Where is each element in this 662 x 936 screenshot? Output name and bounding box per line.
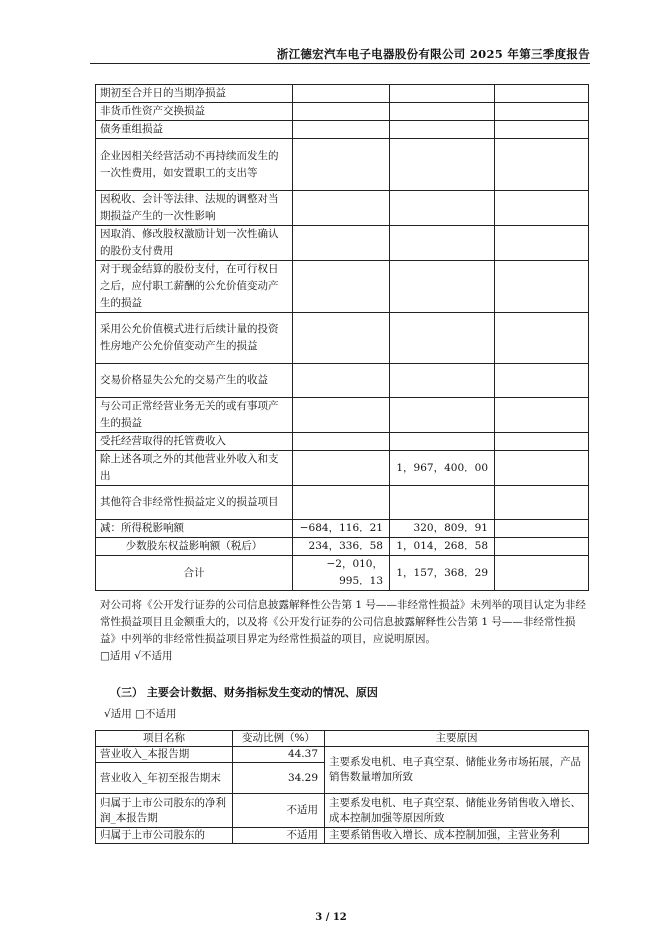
value-ytd [390,139,495,191]
main-reason: 主要系发电机、电子真空泵、储能业务市场拓展，产品销售数量增加所致 [325,747,589,794]
item-name: 营业收入_年初至报告期末 [96,763,233,794]
value-ytd: 1，157，368．29 [390,556,495,591]
section-applicability: √适用 □不适用 [104,708,177,720]
table-row [96,398,589,433]
row-label: 交易价格显失公允的交易产生的收益 [96,364,293,398]
row-label: 少数股东权益影响额（税后） [96,538,293,556]
value-current [293,139,390,191]
change-ratio: 不适用 [233,794,325,828]
row-label: 对于现金结算的股份支付，在可行权日之后，应付职工薪酬的公允价值变动产生的损益 [96,261,293,313]
table-row [96,226,589,261]
value-current [293,364,390,398]
value-note [495,520,589,538]
table-row [96,520,589,538]
value-ytd [390,191,495,226]
value-ytd: 320，809．91 [390,520,495,538]
row-label: 合计 [96,556,293,591]
value-note [495,538,589,556]
row-label: 非货币性资产交换损益 [96,103,293,121]
table-row [96,261,589,313]
table-row [96,85,589,103]
table-row [96,556,589,591]
value-current [293,121,390,139]
indicator-change-table [95,730,589,844]
row-label: 与公司正常经营业务无关的或有事项产生的损益 [96,398,293,433]
value-current [293,486,390,520]
explanation-note: 对公司将《公开发行证券的公司信息披露解释性公告第 1 号——非经常性损益》未列举的项目认定为非经常性损益项目且金额重大的，以及将《公开发行证券的公司信息披露解释性公告第 1 号——非经常性损益》中列举的非经常性损益项目界定为经常性损益的项目，应说明原因。 [100,599,586,645]
row-label: 企业因相关经营活动不再持续而发生的一次性费用，如安置职工的支出等 [96,139,293,191]
page-number: 3 / 12 [315,912,347,923]
value-current [293,261,390,313]
table-row [96,103,589,121]
value-current [293,451,390,486]
table-row [96,364,589,398]
row-label: 采用公允价值模式进行后续计量的投资性房地产公允价值变动产生的损益 [96,313,293,364]
section-title: （三） 主要会计数据、财务指标发生变动的情况、原因 [110,686,378,699]
table-row [96,794,589,828]
change-ratio: 34.29 [233,763,325,794]
value-note [495,398,589,433]
value-ytd [390,226,495,261]
row-label: 期初至合并日的当期净损益 [96,85,293,103]
value-ytd [390,433,495,451]
value-note [495,313,589,364]
value-current [293,85,390,103]
non-recurring-gains-table [95,84,589,591]
value-current [293,398,390,433]
value-ytd [390,121,495,139]
header-change-ratio: 变动比例（%） [233,731,325,747]
table-row [96,139,589,191]
table-row [96,433,589,451]
row-label: 因税收、会计等法律、法规的调整对当期损益产生的一次性影响 [96,191,293,226]
value-note [495,261,589,313]
value-note [495,364,589,398]
value-ytd [390,261,495,313]
table-row [96,828,589,844]
table-row [96,121,589,139]
value-note [495,103,589,121]
value-note [495,139,589,191]
row-label: 因取消、修改股权激励计划一次性确认的股份支付费用 [96,226,293,261]
row-label: 其他符合非经常性损益定义的损益项目 [96,486,293,520]
value-note [495,85,589,103]
value-note [495,226,589,261]
value-ytd [390,85,495,103]
row-label: 债务重组损益 [96,121,293,139]
value-note [495,451,589,486]
table-row [96,451,589,486]
table-row [96,747,589,763]
value-ytd: 1，014，268．58 [390,538,495,556]
value-ytd [390,313,495,364]
main-reason: 主要系销售收入增长、成本控制加强，主营业务利 [325,828,589,844]
value-current [293,313,390,364]
change-ratio: 不适用 [233,828,325,844]
page-header: 浙江德宏汽车电子电器股份有限公司 2025 年第三季度报告 [276,47,590,61]
value-current [293,433,390,451]
main-reason: 主要系发电机、电子真空泵、储能业务销售收入增长、成本控制加强等原因所致 [325,794,589,828]
table-header-row [96,731,589,747]
value-current [293,226,390,261]
table-row [96,313,589,364]
table-row [96,486,589,520]
value-current: −2，010，995．13 [293,556,390,591]
value-ytd: 1，967，400．00 [390,451,495,486]
value-note [495,486,589,520]
value-note [495,191,589,226]
header-rule [90,63,590,64]
value-current [293,103,390,121]
change-ratio: 44.37 [233,747,325,763]
value-note [495,556,589,591]
item-name: 归属于上市公司股东的 [96,828,233,844]
value-current: 234，336．58 [293,538,390,556]
item-name: 归属于上市公司股东的净利润_本报告期 [96,794,233,828]
row-label: 减：所得税影响额 [96,520,293,538]
value-ytd [390,486,495,520]
header-item-name: 项目名称 [96,731,233,747]
header-main-reason: 主要原因 [325,731,589,747]
note-applicability: □适用 √不适用 [100,650,173,662]
value-current: −684，116．21 [293,520,390,538]
row-label: 受托经营取得的托管费收入 [96,433,293,451]
value-ytd [390,103,495,121]
row-label: 除上述各项之外的其他营业外收入和支出 [96,451,293,486]
value-ytd [390,364,495,398]
item-name: 营业收入_本报告期 [96,747,233,763]
value-note [495,433,589,451]
table-row [96,191,589,226]
value-ytd [390,398,495,433]
value-note [495,121,589,139]
value-current [293,191,390,226]
table-row [96,538,589,556]
